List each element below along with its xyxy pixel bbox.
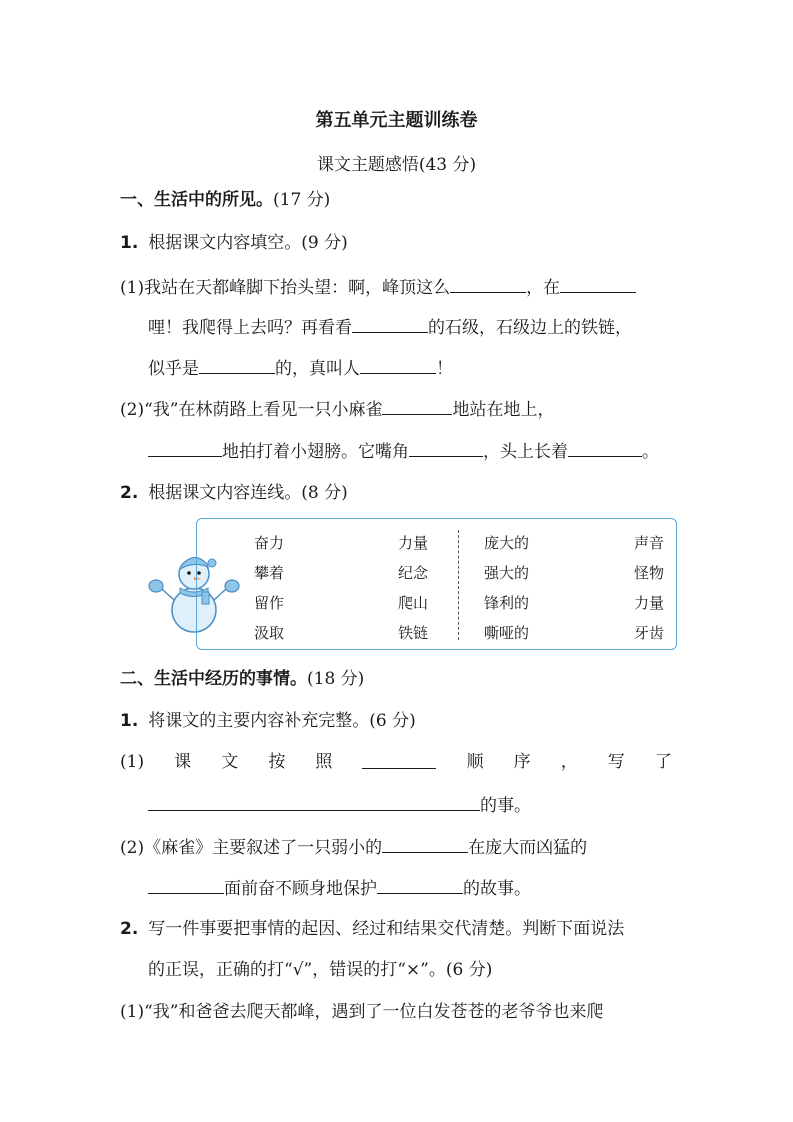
question-1-number: 1. [120,233,139,253]
q1-2-text-b: 地站在地上， [452,400,555,420]
blank[interactable] [382,398,452,415]
q3-2-text-d: 的故事。 [463,879,531,899]
q1-1-line1 [120,276,636,298]
match-left-target-4[interactable]: 铁链 [398,624,429,642]
match-left-2[interactable]: 攀着 [254,564,285,582]
section-2-points: (18 分) [307,669,365,689]
q4-1-line1 [120,1002,603,1022]
question-4-number: 2. [120,919,139,939]
q1-2-line1 [120,398,554,420]
q1-2-text-c: 地拍打着小翅膀。它嘴角 [222,442,409,462]
match-right-target-1[interactable]: 声音 [634,534,665,552]
blank[interactable] [377,877,463,894]
match-left-4[interactable]: 汲取 [254,624,285,642]
q1-2-line2 [148,440,659,462]
q3-2-line1 [120,836,587,858]
match-right-1[interactable]: 庞大的 [484,534,530,552]
q3-1-line2 [148,794,531,816]
q3-1-word: 了 [654,752,672,772]
blank[interactable] [199,357,275,374]
blank[interactable] [148,794,480,811]
q1-1-line3 [148,357,453,379]
page-title: 第五单元主题训练卷 [315,110,478,131]
q3-1-word: 写 [607,752,625,772]
q3-1-word: 课 [174,752,192,772]
q1-1-text-d: 的石级，石级边上的铁链， [428,318,632,338]
q3-1-word: (1) [120,752,145,772]
page-subtitle: 课文主题感悟(43 分) [316,155,477,175]
q1-1-text-c: 哩！我爬得上去吗？再看看 [148,318,352,338]
q1-1-text-a: (1)我站在天都峰脚下抬头望：啊，峰顶这么 [120,278,451,298]
blank[interactable] [382,836,468,853]
blank[interactable] [148,877,224,894]
question-3-number: 1. [120,711,139,731]
q3-1-word: 照 [315,752,333,772]
q3-2-text-a: (2)《麻雀》主要叙述了一只弱小的 [120,838,383,858]
section-1-title: 一、生活中的所见。 [120,190,273,210]
q3-1-word: 序 [513,752,531,772]
q3-2-text-c: 面前奋不顾身地保护 [224,879,377,899]
q3-1-text-end: 的事。 [480,796,531,816]
q3-1-word: 按 [268,752,286,772]
q1-1-text-f: 的，真叫人 [275,359,360,379]
question-4 [120,919,624,939]
match-right-target-2[interactable]: 怪物 [634,564,665,582]
q1-1-line2 [148,316,632,338]
match-left-1[interactable]: 奋力 [254,534,285,552]
question-2 [120,483,348,503]
match-left-target-3[interactable]: 爬山 [398,594,429,612]
match-right-3[interactable]: 锋利的 [484,594,530,612]
section-2-title: 二、生活中经历的事情。 [120,669,307,689]
q1-1-text-g: ！ [436,359,453,379]
blank[interactable] [568,440,642,457]
q1-2-text-e: 。 [642,442,659,462]
q1-2-text-d: ，头上长着 [483,442,568,462]
blank[interactable] [352,316,428,333]
question-4-line2 [148,960,492,980]
question-1 [120,233,348,253]
section-1-points: (17 分) [273,190,331,210]
q3-2-text-b: 在庞大而凶猛的 [468,838,588,858]
question-1-text: 根据课文内容填空。(9 分) [148,233,348,253]
match-left-target-1[interactable]: 力量 [398,534,429,552]
section-1-heading [120,190,330,210]
q3-1-line1 [120,752,672,772]
q4-1-text: (1)“我”和爸爸去爬天都峰，遇到了一位白发苍苍的老爷爷也来爬 [120,1002,604,1022]
q1-1-text-b: ，在 [526,278,561,298]
blank[interactable] [409,440,483,457]
q3-1-word: 文 [221,752,239,772]
blank[interactable] [360,357,436,374]
blank[interactable] [560,276,636,293]
section-2-heading [120,669,364,689]
question-2-number: 2. [120,483,139,503]
q3-1-word: ， [560,752,578,772]
match-right-4[interactable]: 嘶哑的 [484,624,530,642]
question-4-text: 写一件事要把事情的起因、经过和结果交代清楚。判断下面说法 [148,919,625,939]
blank[interactable] [362,752,436,769]
question-3 [120,711,416,731]
question-2-text: 根据课文内容连线。(8 分) [148,483,348,503]
match-right-2[interactable]: 强大的 [484,564,530,582]
matching-divider [458,530,459,640]
q3-1-word: 顺 [466,752,484,772]
question-3-text: 将课文的主要内容补充完整。(6 分) [148,711,416,731]
q1-1-text-e: 似乎是 [148,359,199,379]
blank[interactable] [148,440,222,457]
question-4-text2: 的正误，正确的打“√”，错误的打“×”。(6 分) [148,960,493,980]
match-right-target-3[interactable]: 力量 [634,594,665,612]
q3-2-line2 [148,877,531,899]
blank[interactable] [450,276,526,293]
match-right-target-4[interactable]: 牙齿 [634,624,665,642]
match-left-3[interactable]: 留作 [254,594,285,612]
q1-2-text-a: (2)“我”在林荫路上看见一只小麻雀 [120,400,383,420]
match-left-target-2[interactable]: 纪念 [398,564,429,582]
